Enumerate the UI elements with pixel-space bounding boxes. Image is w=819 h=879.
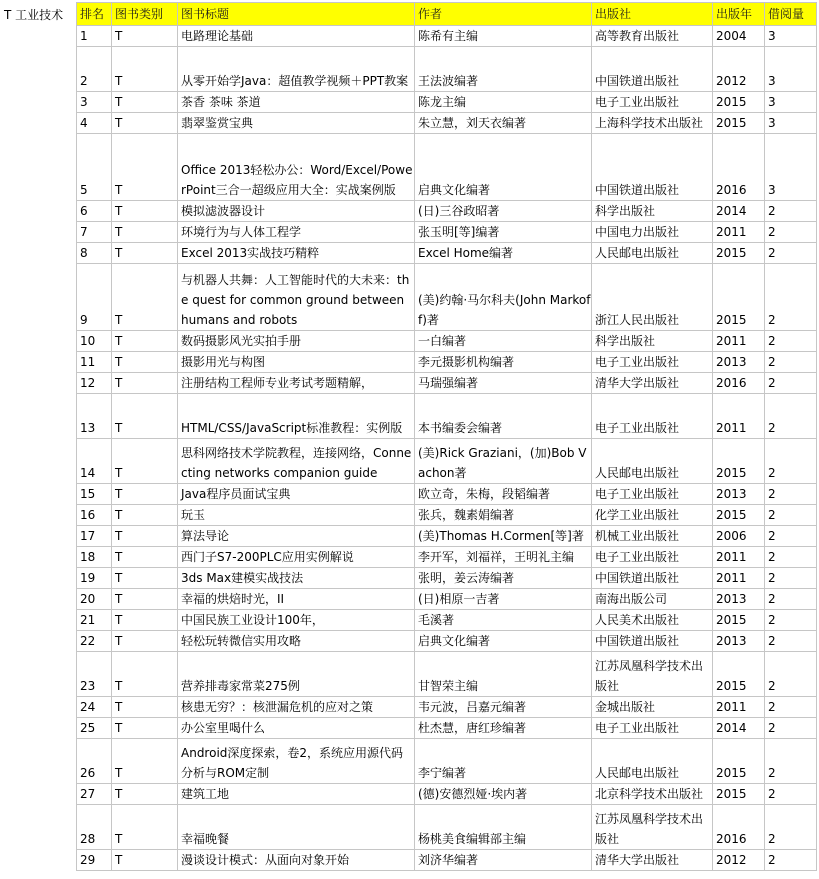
cell-rank[interactable]: 17 [77, 526, 112, 547]
table-row [77, 47, 817, 92]
cell-title[interactable]: 轻松玩转微信实用攻略 [178, 631, 415, 652]
cell-publisher[interactable]: 浙江人民出版社 [592, 264, 713, 331]
cell-title[interactable]: 数码摄影风光实拍手册 [178, 331, 415, 352]
cell-category[interactable]: T [112, 264, 178, 331]
table-row [77, 222, 817, 243]
cell-year[interactable]: 2013 [713, 631, 765, 652]
cell-year[interactable]: 2015 [713, 652, 765, 697]
cell-title[interactable]: HTML/CSS/JavaScript标准教程：实例版 [178, 394, 415, 439]
cell-title[interactable]: 幸福晚餐 [178, 805, 415, 850]
cell-author[interactable]: 马瑞强编著 [415, 373, 592, 394]
cell-publisher[interactable]: 江苏凤凰科学技术出版社 [592, 805, 713, 850]
cell-year[interactable]: 2015 [713, 739, 765, 784]
table-row [77, 739, 817, 784]
cell-borrow-count[interactable]: 2 [765, 805, 817, 850]
cell-category[interactable]: T [112, 547, 178, 568]
table-row [77, 589, 817, 610]
cell-publisher[interactable]: 中国铁道出版社 [592, 568, 713, 589]
cell-year[interactable]: 2016 [713, 805, 765, 850]
cell-title[interactable]: 3ds Max建模实战技法 [178, 568, 415, 589]
cell-rank[interactable]: 28 [77, 805, 112, 850]
cell-publisher[interactable]: 电子工业出版社 [592, 352, 713, 373]
cell-rank[interactable]: 9 [77, 264, 112, 331]
cell-year[interactable]: 2004 [713, 26, 765, 47]
table-row [77, 201, 817, 222]
cell-category[interactable]: T [112, 589, 178, 610]
cell-category[interactable]: T [112, 697, 178, 718]
cell-publisher[interactable]: 中国铁道出版社 [592, 134, 713, 201]
category-label: T 工业技术 [4, 8, 64, 22]
cell-title[interactable]: Excel 2013实战技巧精粹 [178, 243, 415, 264]
cell-year[interactable]: 2011 [713, 568, 765, 589]
cell-borrow-count[interactable]: 2 [765, 373, 817, 394]
cell-author[interactable]: 毛溪著 [415, 610, 592, 631]
header-title[interactable]: 图书标题 [178, 3, 415, 26]
cell-author[interactable]: Excel Home编著 [415, 243, 592, 264]
cell-borrow-count[interactable]: 2 [765, 610, 817, 631]
cell-rank[interactable]: 29 [77, 850, 112, 871]
cell-borrow-count[interactable]: 2 [765, 352, 817, 373]
table-row [77, 610, 817, 631]
cell-borrow-count[interactable]: 2 [765, 850, 817, 871]
cell-author[interactable]: 一白编著 [415, 331, 592, 352]
cell-author[interactable]: 启典文化编著 [415, 134, 592, 201]
cell-author[interactable]: 张兵，魏素娟编著 [415, 505, 592, 526]
cell-rank[interactable]: 3 [77, 92, 112, 113]
table-row [77, 243, 817, 264]
cell-publisher[interactable]: 电子工业出版社 [592, 394, 713, 439]
header-category[interactable]: 图书类别 [112, 3, 178, 26]
cell-publisher[interactable]: 人民美术出版社 [592, 610, 713, 631]
cell-category[interactable]: T [112, 92, 178, 113]
cell-title[interactable]: 翡翠鉴赏宝典 [178, 113, 415, 134]
header-author[interactable]: 作者 [415, 3, 592, 26]
table-row [77, 505, 817, 526]
cell-publisher[interactable]: 科学出版社 [592, 201, 713, 222]
cell-year[interactable]: 2011 [713, 331, 765, 352]
cell-publisher[interactable]: 人民邮电出版社 [592, 439, 713, 484]
cell-borrow-count[interactable]: 3 [765, 92, 817, 113]
cell-borrow-count[interactable]: 2 [765, 484, 817, 505]
cell-borrow-count[interactable]: 2 [765, 264, 817, 331]
cell-category[interactable]: T [112, 805, 178, 850]
cell-year[interactable]: 2015 [713, 92, 765, 113]
cell-title[interactable]: 算法导论 [178, 526, 415, 547]
cell-publisher[interactable]: 江苏凤凰科学技术出版社 [592, 652, 713, 697]
cell-category[interactable]: T [112, 850, 178, 871]
cell-publisher[interactable]: 科学出版社 [592, 331, 713, 352]
table-row [77, 352, 817, 373]
cell-category[interactable]: T [112, 373, 178, 394]
cell-borrow-count[interactable]: 2 [765, 589, 817, 610]
cell-borrow-count[interactable]: 2 [765, 505, 817, 526]
cell-category[interactable]: T [112, 352, 178, 373]
cell-borrow-count[interactable]: 3 [765, 26, 817, 47]
cell-category[interactable]: T [112, 568, 178, 589]
cell-publisher[interactable]: 金城出版社 [592, 697, 713, 718]
cell-author[interactable]: 陈龙主编 [415, 92, 592, 113]
table-row [77, 805, 817, 850]
cell-title[interactable]: 办公室里喝什么 [178, 718, 415, 739]
table-row [77, 850, 817, 871]
cell-rank[interactable]: 27 [77, 784, 112, 805]
cell-publisher[interactable]: 电子工业出版社 [592, 547, 713, 568]
cell-category[interactable]: T [112, 784, 178, 805]
cell-publisher[interactable]: 中国铁道出版社 [592, 631, 713, 652]
cell-rank[interactable]: 8 [77, 243, 112, 264]
cell-title[interactable]: Java程序员面试宝典 [178, 484, 415, 505]
cell-rank[interactable]: 12 [77, 373, 112, 394]
cell-borrow-count[interactable]: 3 [765, 134, 817, 201]
cell-borrow-count[interactable]: 2 [765, 652, 817, 697]
cell-borrow-count[interactable]: 2 [765, 784, 817, 805]
cell-category[interactable]: T [112, 739, 178, 784]
cell-category[interactable]: T [112, 394, 178, 439]
cell-borrow-count[interactable]: 3 [765, 47, 817, 92]
cell-borrow-count[interactable]: 2 [765, 568, 817, 589]
cell-publisher[interactable]: 中国电力出版社 [592, 222, 713, 243]
cell-author[interactable]: 李开军，刘福祥，王明礼主编 [415, 547, 592, 568]
cell-category[interactable]: T [112, 718, 178, 739]
cell-category[interactable]: T [112, 610, 178, 631]
cell-author[interactable]: 李元摄影机构编著 [415, 352, 592, 373]
header-borrow-count[interactable]: 借阅量 [765, 3, 817, 26]
cell-title[interactable]: 漫谈设计模式：从面向对象开始 [178, 850, 415, 871]
cell-category[interactable]: T [112, 526, 178, 547]
cell-publisher[interactable]: 高等教育出版社 [592, 26, 713, 47]
cell-author[interactable]: 杨桃美食编辑部主编 [415, 805, 592, 850]
cell-rank[interactable]: 6 [77, 201, 112, 222]
header-row [77, 3, 817, 26]
table-row [77, 373, 817, 394]
table-row [77, 631, 817, 652]
cell-rank[interactable]: 26 [77, 739, 112, 784]
cell-author[interactable]: 王法波编著 [415, 47, 592, 92]
cell-year[interactable]: 2015 [713, 439, 765, 484]
cell-year[interactable]: 2015 [713, 113, 765, 134]
cell-rank[interactable]: 11 [77, 352, 112, 373]
cell-author[interactable]: 韦元波，吕嘉元编著 [415, 697, 592, 718]
cell-rank[interactable]: 13 [77, 394, 112, 439]
cell-rank[interactable]: 25 [77, 718, 112, 739]
cell-author[interactable]: (美)Rick Graziani，(加)Bob Vachon著 [415, 439, 592, 484]
cell-category[interactable]: T [112, 439, 178, 484]
cell-year[interactable]: 2013 [713, 352, 765, 373]
cell-publisher[interactable]: 人民邮电出版社 [592, 739, 713, 784]
cell-year[interactable]: 2011 [713, 222, 765, 243]
cell-borrow-count[interactable]: 2 [765, 222, 817, 243]
cell-category[interactable]: T [112, 134, 178, 201]
cell-rank[interactable]: 1 [77, 26, 112, 47]
cell-borrow-count[interactable]: 2 [765, 697, 817, 718]
cell-author[interactable]: 刘济华编著 [415, 850, 592, 871]
cell-year[interactable]: 2015 [713, 264, 765, 331]
table-row [77, 484, 817, 505]
cell-year[interactable]: 2015 [713, 243, 765, 264]
cell-rank[interactable]: 14 [77, 439, 112, 484]
cell-rank[interactable]: 19 [77, 568, 112, 589]
cell-title[interactable]: 建筑工地 [178, 784, 415, 805]
table-row [77, 652, 817, 697]
cell-category[interactable]: T [112, 243, 178, 264]
cell-rank[interactable]: 24 [77, 697, 112, 718]
cell-category[interactable]: T [112, 47, 178, 92]
cell-year[interactable]: 2013 [713, 484, 765, 505]
cell-author[interactable]: 杜杰慧，唐红珍编著 [415, 718, 592, 739]
cell-title[interactable]: 中国民族工业设计100年， [178, 610, 415, 631]
cell-publisher[interactable]: 清华大学出版社 [592, 373, 713, 394]
table-row [77, 439, 817, 484]
cell-author[interactable]: 欧立奇，朱梅，段韬编著 [415, 484, 592, 505]
cell-title[interactable]: 与机器人共舞：人工智能时代的大未来：the quest for common ground between humans and robots [178, 264, 415, 331]
header-year[interactable]: 出版年 [713, 3, 765, 26]
cell-rank[interactable]: 10 [77, 331, 112, 352]
cell-borrow-count[interactable]: 2 [765, 631, 817, 652]
cell-borrow-count[interactable]: 2 [765, 201, 817, 222]
cell-title[interactable]: 电路理论基础 [178, 26, 415, 47]
cell-borrow-count[interactable]: 2 [765, 739, 817, 784]
cell-year[interactable]: 2014 [713, 718, 765, 739]
cell-title[interactable]: 环境行为与人体工程学 [178, 222, 415, 243]
table-row [77, 134, 817, 201]
cell-rank[interactable]: 2 [77, 47, 112, 92]
cell-year[interactable]: 2011 [713, 394, 765, 439]
cell-publisher[interactable]: 中国铁道出版社 [592, 47, 713, 92]
cell-rank[interactable]: 20 [77, 589, 112, 610]
cell-year[interactable]: 2011 [713, 697, 765, 718]
cell-rank[interactable]: 4 [77, 113, 112, 134]
cell-rank[interactable]: 18 [77, 547, 112, 568]
cell-year[interactable]: 2013 [713, 589, 765, 610]
cell-publisher[interactable]: 南海出版公司 [592, 589, 713, 610]
cell-publisher[interactable]: 化学工业出版社 [592, 505, 713, 526]
cell-publisher[interactable]: 电子工业出版社 [592, 484, 713, 505]
cell-year[interactable]: 2015 [713, 505, 765, 526]
cell-year[interactable]: 2006 [713, 526, 765, 547]
cell-title[interactable]: Office 2013轻松办公：Word/Excel/PowerPoint三合一超级应用大全：实战案例版 [178, 134, 415, 201]
header-rank[interactable]: 排名 [77, 3, 112, 26]
table-row [77, 113, 817, 134]
cell-year[interactable]: 2016 [713, 134, 765, 201]
cell-category[interactable]: T [112, 113, 178, 134]
cell-author[interactable]: 甘智荣主编 [415, 652, 592, 697]
cell-rank[interactable]: 15 [77, 484, 112, 505]
table-row [77, 26, 817, 47]
cell-category[interactable]: T [112, 631, 178, 652]
cell-borrow-count[interactable]: 2 [765, 394, 817, 439]
cell-year[interactable]: 2014 [713, 201, 765, 222]
cell-title[interactable]: 茶香 茶味 茶道 [178, 92, 415, 113]
cell-category[interactable]: T [112, 222, 178, 243]
cell-publisher[interactable]: 人民邮电出版社 [592, 243, 713, 264]
cell-author[interactable]: 本书编委会编著 [415, 394, 592, 439]
cell-borrow-count[interactable]: 2 [765, 547, 817, 568]
table-row [77, 264, 817, 331]
cell-author[interactable]: (美)Thomas H.Cormen[等]著 [415, 526, 592, 547]
cell-category[interactable]: T [112, 201, 178, 222]
cell-title[interactable]: 玩玉 [178, 505, 415, 526]
cell-rank[interactable]: 23 [77, 652, 112, 697]
cell-year[interactable]: 2015 [713, 610, 765, 631]
cell-category[interactable]: T [112, 331, 178, 352]
cell-category[interactable]: T [112, 505, 178, 526]
cell-borrow-count[interactable]: 2 [765, 243, 817, 264]
table-row [77, 718, 817, 739]
cell-year[interactable]: 2016 [713, 373, 765, 394]
table-row [77, 697, 817, 718]
cell-author[interactable]: 张明，姜云涛编著 [415, 568, 592, 589]
table-row [77, 568, 817, 589]
cell-year[interactable]: 2012 [713, 850, 765, 871]
cell-title[interactable]: 西门子S7-200PLC应用实例解说 [178, 547, 415, 568]
table-row [77, 526, 817, 547]
cell-title[interactable]: 注册结构工程师专业考试考题精解， [178, 373, 415, 394]
table-body [77, 26, 817, 871]
cell-category[interactable]: T [112, 26, 178, 47]
cell-title[interactable]: 营养排毒家常菜275例 [178, 652, 415, 697]
cell-year[interactable]: 2012 [713, 47, 765, 92]
table-row [77, 331, 817, 352]
cell-author[interactable]: (日)相原一吉著 [415, 589, 592, 610]
cell-author[interactable]: 李宁编著 [415, 739, 592, 784]
table-row [77, 92, 817, 113]
cell-author[interactable]: 陈希有主编 [415, 26, 592, 47]
cell-publisher[interactable]: 清华大学出版社 [592, 850, 713, 871]
table-row [77, 547, 817, 568]
cell-rank[interactable]: 21 [77, 610, 112, 631]
cell-author[interactable]: (德)安德烈娅·埃内著 [415, 784, 592, 805]
cell-author[interactable]: 启典文化编著 [415, 631, 592, 652]
cell-category[interactable]: T [112, 652, 178, 697]
cell-title[interactable]: 从零开始学Java：超值教学视频＋PPT教案 [178, 47, 415, 92]
table-row [77, 394, 817, 439]
cell-rank[interactable]: 5 [77, 134, 112, 201]
cell-publisher[interactable]: 上海科学技术出版社 [592, 113, 713, 134]
cell-borrow-count[interactable]: 3 [765, 113, 817, 134]
cell-rank[interactable]: 7 [77, 222, 112, 243]
cell-title[interactable]: 核患无穷？：核泄漏危机的应对之策 [178, 697, 415, 718]
cell-borrow-count[interactable]: 2 [765, 331, 817, 352]
cell-publisher[interactable]: 北京科学技术出版社 [592, 784, 713, 805]
cell-author[interactable]: (美)约翰·马尔科夫(John Markoff)著 [415, 264, 592, 331]
cell-title[interactable]: 幸福的烘焙时光，II [178, 589, 415, 610]
header-publisher[interactable]: 出版社 [592, 3, 713, 26]
cell-publisher[interactable]: 电子工业出版社 [592, 718, 713, 739]
cell-category[interactable]: T [112, 484, 178, 505]
cell-title[interactable]: Android深度探索，卷2，系统应用源代码分析与ROM定制 [178, 739, 415, 784]
cell-rank[interactable]: 16 [77, 505, 112, 526]
cell-borrow-count[interactable]: 2 [765, 439, 817, 484]
cell-publisher[interactable]: 机械工业出版社 [592, 526, 713, 547]
cell-year[interactable]: 2015 [713, 784, 765, 805]
table-row [77, 784, 817, 805]
cell-author[interactable]: (日)三谷政昭著 [415, 201, 592, 222]
cell-title[interactable]: 模拟滤波器设计 [178, 201, 415, 222]
cell-borrow-count[interactable]: 2 [765, 718, 817, 739]
cell-year[interactable]: 2011 [713, 547, 765, 568]
cell-rank[interactable]: 22 [77, 631, 112, 652]
cell-title[interactable]: 摄影用光与构图 [178, 352, 415, 373]
book-ranking-table [76, 2, 817, 871]
cell-author[interactable]: 张玉明[等]编著 [415, 222, 592, 243]
cell-title[interactable]: 思科网络技术学院教程，连接网络，Connecting networks companion guide [178, 439, 415, 484]
cell-borrow-count[interactable]: 2 [765, 526, 817, 547]
cell-publisher[interactable]: 电子工业出版社 [592, 92, 713, 113]
cell-author[interactable]: 朱立慧，刘天衣编著 [415, 113, 592, 134]
